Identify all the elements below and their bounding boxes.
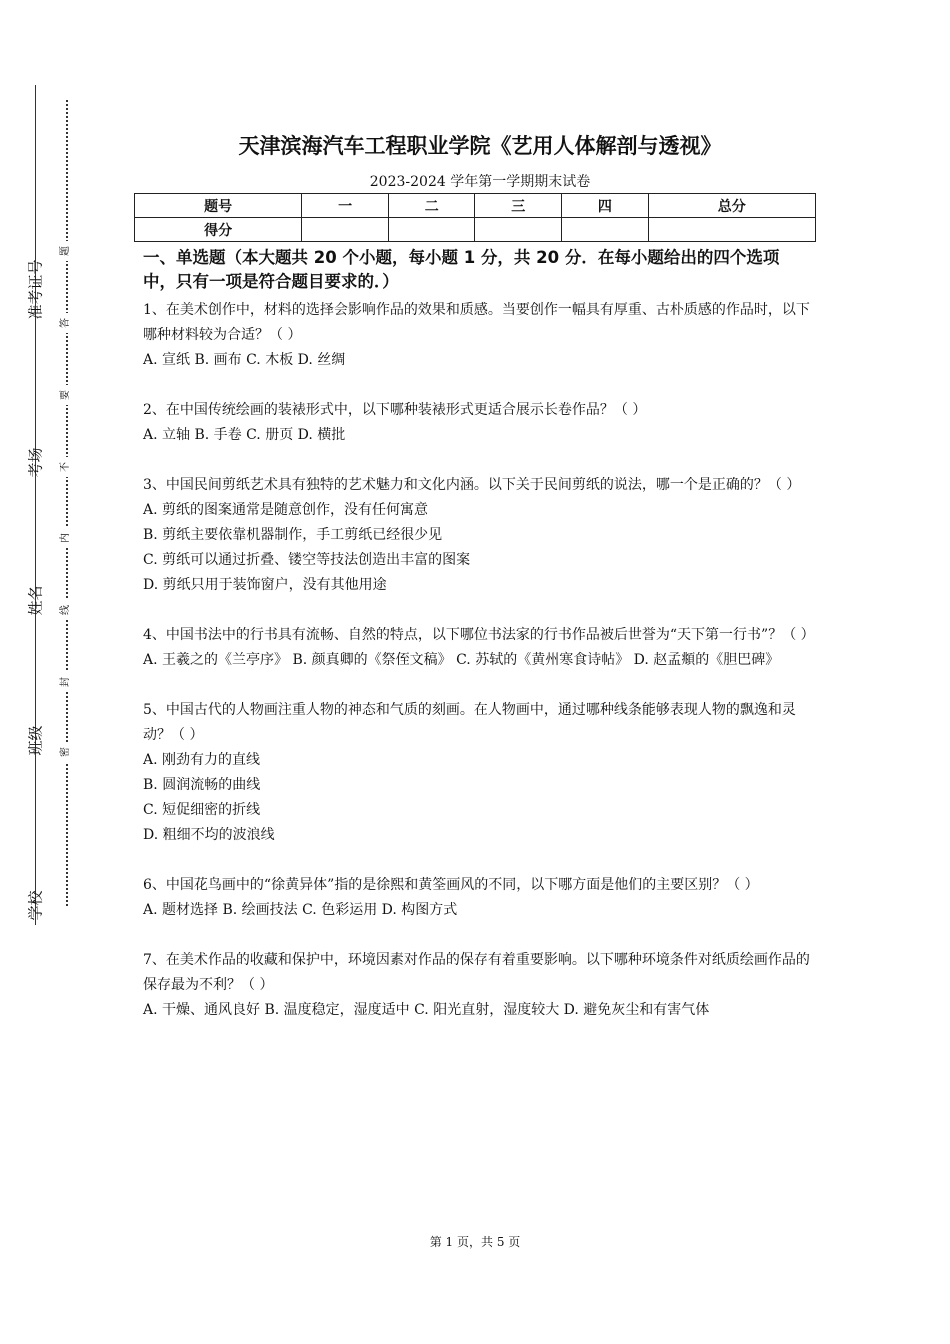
seal-char-yao: 要 <box>59 385 73 405</box>
option-c: C. 短促细密的折线 <box>143 802 261 818</box>
score-header-cell: 四 <box>562 194 649 218</box>
option-c: C. 剪纸可以通过折叠、镂空等技法创造出丰富的图案 <box>143 552 471 568</box>
section-title: 一、单选题（本大题共 20 个小题，每小题 1 分，共 20 分．在每小题给出的四个选项中，只有一项是符合题目要求的．） <box>143 248 780 291</box>
binding-margin <box>0 0 110 1344</box>
question-stem: 7、在美术作品的收藏和保护中，环境因素对作品的保存有着重要影响。以下哪种环境条件对纸质绘画作品的保存最为不利？（ ） <box>143 952 810 993</box>
question-7 <box>143 948 811 1023</box>
name-field-label: 姓名 <box>26 585 45 616</box>
question-options: A. 王羲之的《兰亭序》 B. 颜真卿的《祭侄文稿》 C. 苏轼的《黄州寒食诗帖》 D. 赵孟頫的《胆巴碑》 <box>143 652 780 668</box>
score-header-cell: 三 <box>475 194 562 218</box>
question-4 <box>143 623 815 673</box>
question-stem: 1、在美术创作中，材料的选择会影响作品的效果和质感。当要创作一幅具有厚重、古朴质感的作品时，以下哪种材料较为合适？（ ） <box>143 302 810 343</box>
question-6 <box>143 873 811 923</box>
question-1 <box>143 298 811 373</box>
exam-title: 天津滨海汽车工程职业学院《艺用人体解剖与透视》 <box>238 134 722 158</box>
exam-content <box>143 246 815 1048</box>
score-cell[interactable] <box>388 218 475 242</box>
score-table-score-row <box>135 218 816 242</box>
score-header-cell: 一 <box>302 194 389 218</box>
question-stem: 4、中国书法中的行书具有流畅、自然的特点，以下哪位书法家的行书作品被后世誉为“天下第一行书”？（ ） <box>143 627 815 643</box>
score-header-cell: 题号 <box>135 194 302 218</box>
question-stem: 3、中国民间剪纸艺术具有独特的艺术魅力和文化内涵。以下关于民间剪纸的说法，哪一个是正确的？（ ） <box>143 477 801 493</box>
score-header-cell: 总分 <box>648 194 815 218</box>
option-b: B. 圆润流畅的曲线 <box>143 777 261 793</box>
seal-char-bu: 不 <box>59 457 73 477</box>
class-field-label: 班级 <box>26 725 45 756</box>
binding-dotted-line <box>66 100 68 906</box>
seal-char-feng: 封 <box>59 672 73 692</box>
question-options: A. 干燥、通风良好 B. 温度稳定，湿度适中 C. 阳光直射，湿度较大 D. 避免灰尘和有害气体 <box>143 1002 710 1018</box>
seal-char-xian: 线 <box>59 600 73 620</box>
score-cell[interactable] <box>302 218 389 242</box>
question-2 <box>143 398 811 448</box>
option-a: A. 剪纸的图案通常是随意创作，没有任何寓意 <box>143 502 429 518</box>
question-stem: 2、在中国传统绘画的装裱形式中，以下哪种装裱形式更适合展示长卷作品？（ ） <box>143 402 647 418</box>
score-cell[interactable] <box>475 218 562 242</box>
score-table-header-row <box>135 194 816 218</box>
seal-char-da: 答 <box>59 313 73 333</box>
option-b: B. 剪纸主要依靠机器制作，手工剪纸已经很少见 <box>143 527 443 543</box>
score-row-label: 得分 <box>135 218 302 242</box>
question-options: A. 宣纸 B. 画布 C. 木板 D. 丝绸 <box>143 352 346 368</box>
score-header-cell: 二 <box>388 194 475 218</box>
seal-char-mi: 密 <box>59 742 73 762</box>
option-a: A. 刚劲有力的直线 <box>143 752 261 768</box>
question-stem: 5、中国古代的人物画注重人物的神态和气质的刻画。在人物画中，通过哪种线条能够表现人物的飘逸和灵动？（ ） <box>143 702 796 743</box>
question-5 <box>143 698 811 848</box>
question-stem: 6、中国花鸟画中的“徐黄异体”指的是徐熙和黄筌画风的不同，以下哪方面是他们的主要区别？（ ） <box>143 877 759 893</box>
admission-number-field-label: 准考证号 <box>26 259 45 320</box>
page-number: 第 1 页，共 5 页 <box>429 1235 521 1249</box>
score-cell[interactable] <box>648 218 815 242</box>
question-3 <box>143 473 811 598</box>
option-d: D. 剪纸只用于装饰窗户，没有其他用途 <box>143 577 387 593</box>
score-table <box>134 193 816 242</box>
question-options: A. 立轴 B. 手卷 C. 册页 D. 横批 <box>143 427 346 443</box>
score-cell[interactable] <box>562 218 649 242</box>
seal-char-ti: 题 <box>59 241 73 261</box>
question-options: A. 题材选择 B. 绘画技法 C. 色彩运用 D. 构图方式 <box>143 902 458 918</box>
school-field-label: 学校 <box>26 890 45 921</box>
binding-solid-line <box>35 85 36 925</box>
option-d: D. 粗细不均的波浪线 <box>143 827 275 843</box>
exam-subtitle: 2023-2024 学年第一学期期末试卷 <box>369 174 591 190</box>
seal-char-nei: 内 <box>59 528 73 548</box>
exam-room-field-label: 考场 <box>26 447 45 478</box>
